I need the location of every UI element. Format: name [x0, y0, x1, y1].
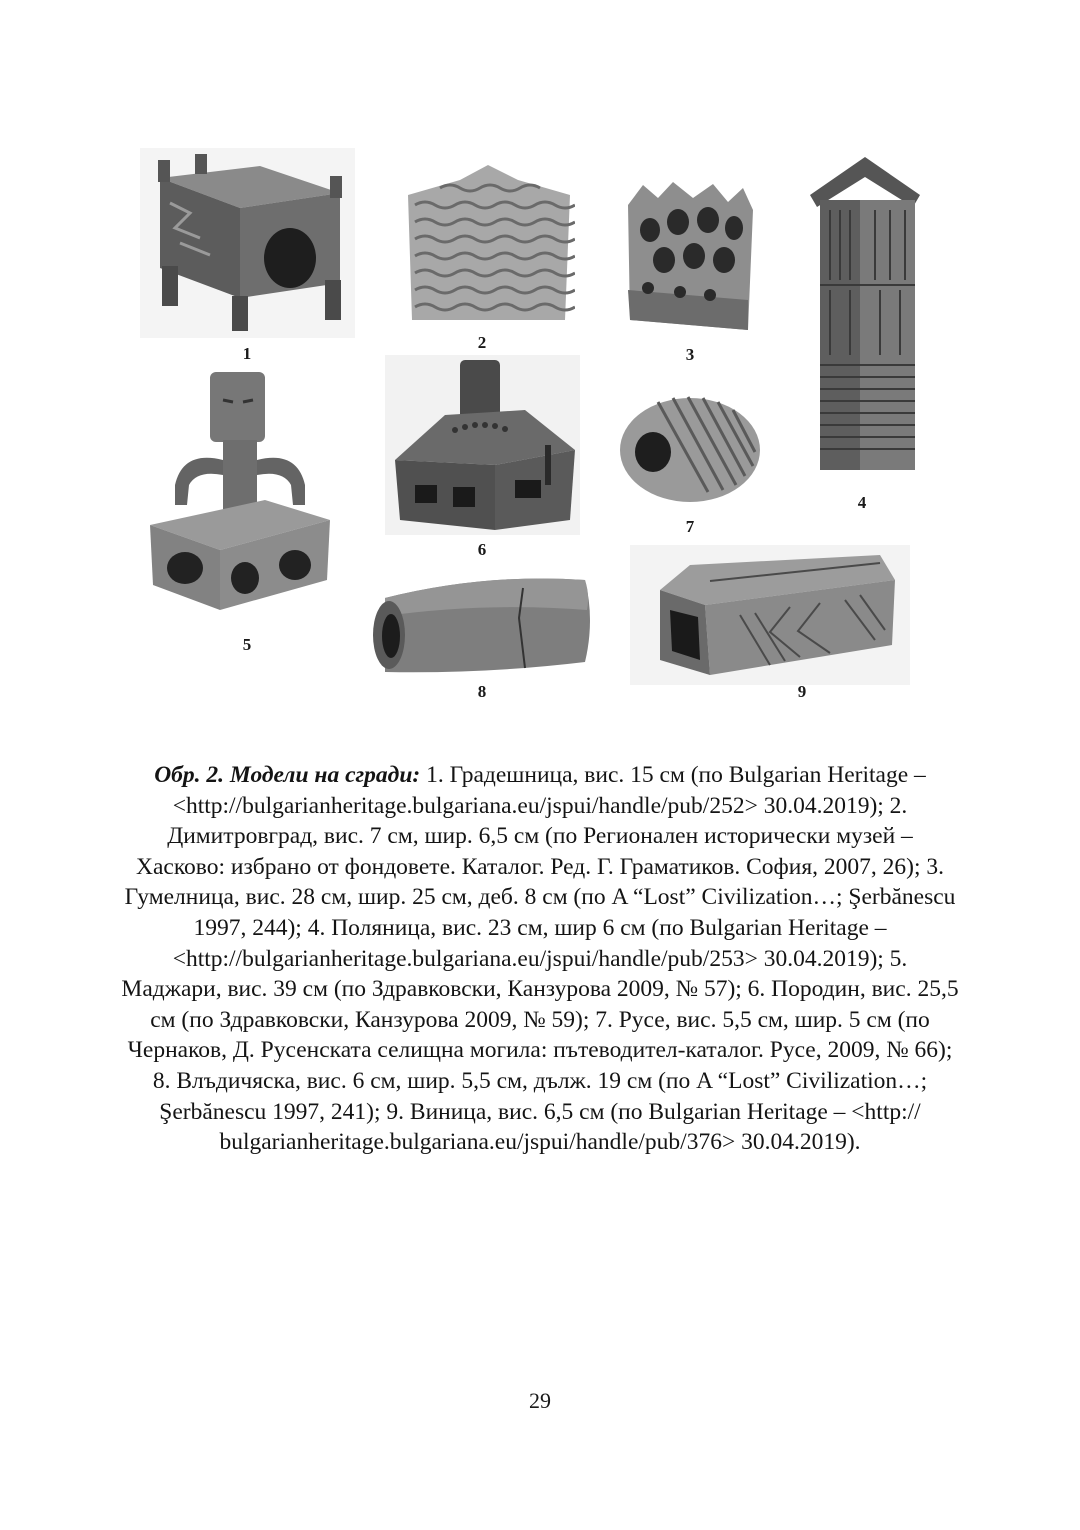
- figure-image-6: [385, 355, 580, 535]
- figure-label-4: 4: [857, 493, 867, 512]
- figure-label-7: 7: [685, 517, 695, 536]
- figure-image-7: [618, 392, 763, 507]
- figure-image-9: [630, 545, 910, 685]
- figure-label-9: 9: [797, 682, 807, 701]
- figure-label-3: 3: [685, 345, 695, 364]
- figure-image-1: [140, 148, 355, 338]
- figure-image-5: [145, 370, 335, 615]
- figure-label-1: 1: [242, 344, 252, 363]
- caption-lead: Обр. 2. Модели на сгради:: [154, 762, 421, 788]
- figure-image-2: [400, 160, 575, 330]
- figure-label-2: 2: [477, 333, 487, 352]
- page-number: 29: [529, 1388, 551, 1413]
- figure-image-8: [365, 570, 595, 680]
- figure-label-5: 5: [242, 635, 252, 654]
- figure-label-6: 6: [477, 540, 487, 559]
- figure-image-4: [805, 155, 925, 475]
- figure-image-3: [618, 180, 758, 330]
- caption-text: 1. Градешница, вис. 15 см (по Bulgarian Heritage – <http://bulgarianheritage.bulgariana.eu/jspui/handle/pub/252> 30.04.2019); 2. Димитровград, вис. 7 см, шир. 6,5 см (по Регионален исторически музей – Хасково: избрано от фондовете. Каталог. Ред. Г. Граматиков. София, 2007, 26); 3. Гумелница, вис. 28 см, шир. 25 см, деб. 8 см (по A “Lost” Civilization…; Şerbănescu 1997, 244); 4. Поляница, вис. 23 см, шир 6 см (по Bulgarian Heritage – <http://bulgarianheritage.bulgariana.eu/jspui/handle/pub/253> 30.04.2019); 5. Маджари, вис. 39 см (по Здравковски, Канзурова 2009, № 57); 6. Породин, вис. 25,5 см (по Здравковски, Канзурова 2009, № 59); 7. Русе, вис. 5,5 см, шир. 5 см (по Чернаков, Д. Русенската селищна могила: пътеводител-каталог. Русе, 2009, № 66); 8. Влъдичяска, вис. 6 см, шир. 5,5 см, дълж. 19 см (по A “Lost” Civilization…; Şerbănescu 1997, 241); 9. Виница, вис. 6,5 см (по Bulgarian Heritage – <http:// bulgarianheritage.bulgariana.eu/jspui/handle/pub/376> 30.04.2019).: [121, 762, 959, 1156]
- figure-caption: [120, 760, 960, 1158]
- figure-label-8: 8: [477, 682, 487, 701]
